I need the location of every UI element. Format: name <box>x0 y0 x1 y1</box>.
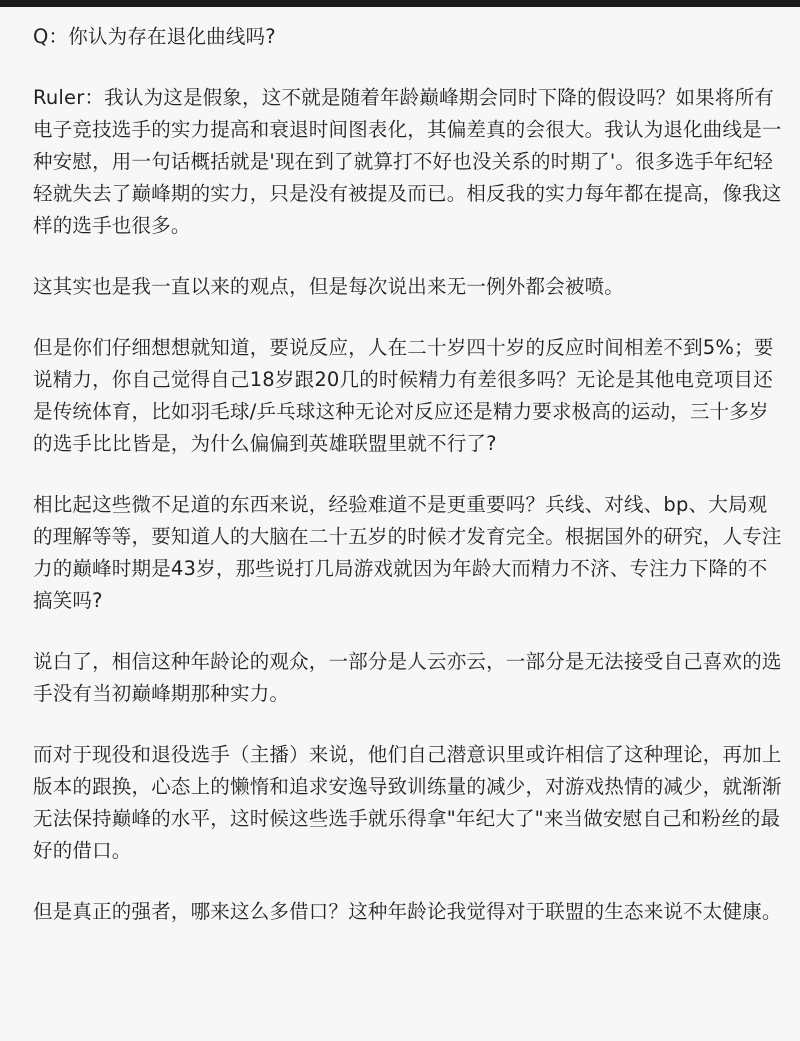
ruler-answer-paragraph: Ruler：我认为这是假象，这不就是随着年龄巅峰期会同时下降的假设吗？如果将所有电子竞技选手的实力提高和衰退时间图表化，其偏差真的会很大。我认为退化曲线是一种安慰，用一句话概括就是'现在到了就算打不好也没关系的时期了'。很多选手年纪轻轻就失去了巅峰期的实力，只是没有被提及而已。相反我的实力每年都在提高，像我这样的选手也很多。 <box>33 86 782 237</box>
audience-paragraph: 说白了，相信这种年龄论的观众，一部分是人云亦云，一部分是无法接受自己喜欢的选手没有当初巅峰期那种实力。 <box>33 650 782 705</box>
top-edge-bar <box>0 0 800 7</box>
article-body <box>33 21 783 928</box>
players-excuse-paragraph: 而对于现役和退役选手（主播）来说，他们自己潜意识里或许相信了这种理论，再加上版本的跟换，心态上的懒惰和追求安逸导致训练量的减少，对游戏热情的减少，就渐渐无法保持巅峰的水平，这时候这些选手就乐得拿"年纪大了"来当做安慰自己和粉丝的最好的借口。 <box>33 743 782 862</box>
question-paragraph: Q：你认为存在退化曲线吗? <box>33 25 276 48</box>
experience-paragraph: 相比起这些微不足道的东西来说，经验难道不是更重要吗？兵线、对线、bp、大局观的理解等等，要知道人的大脑在二十五岁的时候才发育完全。根据国外的研究，人专注力的巅峰时期是43岁，那些说打几局游戏就因为年龄大而精力不济、专注力下降的不搞笑吗? <box>33 493 782 612</box>
conclusion-paragraph: 但是真正的强者，哪来这么多借口？这种年龄论我觉得对于联盟的生态来说不太健康。 <box>33 900 782 923</box>
opinion-paragraph: 这其实也是我一直以来的观点，但是每次说出来无一例外都会被喷。 <box>33 275 625 298</box>
reaction-energy-paragraph: 但是你们仔细想想就知道，要说反应，人在二十岁四十岁的反应时间相差不到5%；要说精力，你自己觉得自己18岁跟20几的时候精力有差很多吗？无论是其他电竞项目还是传统体育，比如羽毛球/乒乓球这种无论对反应还是精力要求极高的运动，三十多岁的选手比比皆是，为什么偏偏到英雄联盟里就不行了? <box>33 336 774 455</box>
